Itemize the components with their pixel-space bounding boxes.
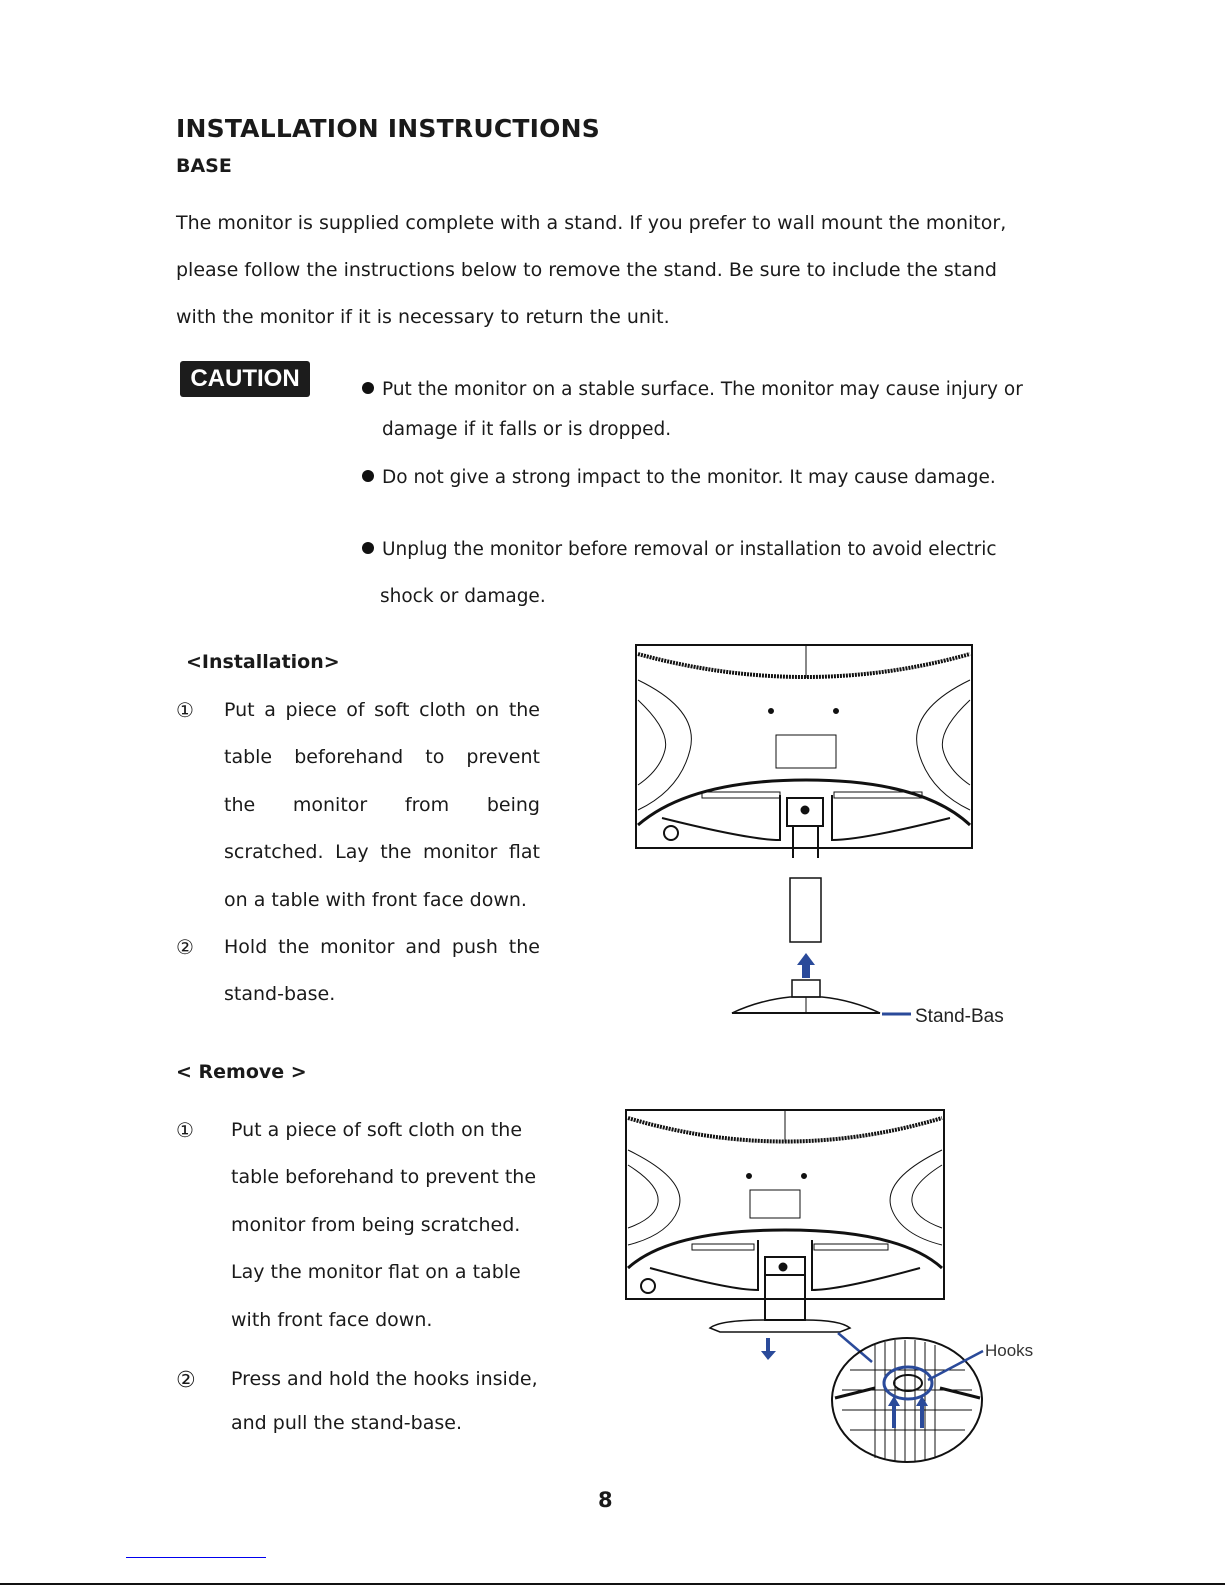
intro-line: with the monitor if it is necessary to return the unit. [176, 306, 670, 328]
callout-line [928, 1351, 983, 1380]
caution-bullet: Put the monitor on a stable surface. The monitor may cause injury or damage if it falls or is dropped. [362, 370, 1023, 450]
down-arrow-icon [761, 1338, 776, 1360]
bullet-dot-icon [362, 542, 374, 554]
caution-badge: CAUTION [180, 361, 310, 397]
caution-bullet: Unplug the monitor before removal or installation to avoid electric shock or damage. [362, 526, 997, 620]
stand-base-label: Stand-Bas [915, 1006, 1004, 1027]
monitor-back-illustration [626, 1110, 944, 1332]
intro-line: The monitor is supplied complete with a stand. If you prefer to wall mount the monitor, [176, 212, 1007, 234]
intro-line: please follow the instructions below to remove the stand. Be sure to include the stand [176, 259, 997, 281]
up-arrow-icon [888, 1396, 928, 1428]
installation-heading: <Installation> [186, 651, 340, 673]
caution-bullet: Do not give a strong impact to the monitor. It may cause damage. [362, 458, 996, 498]
step-text: Hold the monitor and push the stand-base. [224, 936, 540, 1006]
up-arrow-icon [797, 953, 815, 978]
remove-heading: < Remove > [176, 1061, 307, 1083]
page-title: INSTALLATION INSTRUCTIONS [176, 114, 600, 143]
step-text: Put a piece of soft cloth on the table beforehand to prevent the monitor from being scratched. Lay the monitor flat on a table with front face down. [231, 1119, 537, 1331]
step-number: ② [176, 935, 194, 959]
step-number: ① [176, 698, 194, 722]
monitor-back-illustration [636, 645, 972, 942]
link-underline[interactable] [126, 1557, 266, 1558]
step-text: Press and hold the hooks inside, and pull the stand-base. [231, 1368, 538, 1434]
step-number: ② [176, 1368, 196, 1393]
step-number: ① [176, 1118, 194, 1142]
installation-steps [176, 687, 546, 1017]
hooks-label: Hooks [985, 1341, 1034, 1360]
section-subtitle: BASE [176, 155, 232, 177]
intro-paragraph [176, 200, 1076, 341]
step-text: Put a piece of soft cloth on the table beforehand to prevent the monitor from being scratched. Lay the monitor flat on a table with front face down. [224, 699, 540, 911]
remove-figure [610, 1090, 1050, 1470]
stand-base-illustration [732, 980, 880, 1013]
page-number: 8 [598, 1488, 613, 1512]
bullet-dot-icon [362, 470, 374, 482]
remove-steps [176, 1107, 576, 1447]
bullet-dot-icon [362, 382, 374, 394]
installation-figure [630, 640, 1010, 1040]
